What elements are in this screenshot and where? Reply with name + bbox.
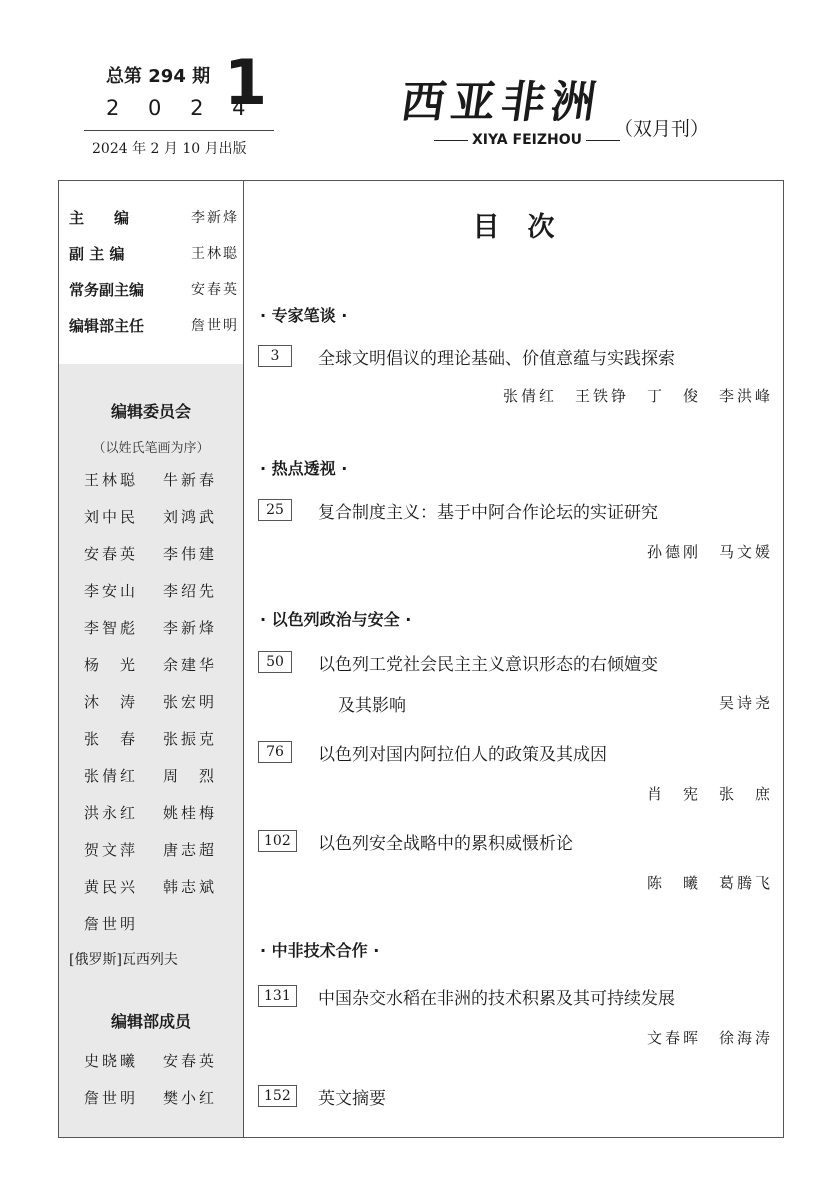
board-member: 刘鸿武 — [163, 508, 218, 526]
staff-name: 詹世明 — [191, 318, 239, 334]
logo-frequency-tag: （双月刊） — [614, 118, 710, 140]
article-title-continued: 及其影响 — [338, 696, 406, 716]
editor-member: 詹世明 — [84, 1089, 139, 1107]
logo-english-line — [430, 132, 624, 148]
editorial-board — [59, 364, 243, 1137]
board-member: 张宏明 — [163, 693, 218, 711]
board-member: 李伟建 — [163, 545, 218, 563]
board-member-row — [59, 506, 243, 536]
board-member-row — [59, 802, 243, 832]
toc-title: 目次 — [472, 212, 583, 243]
article-title: 复合制度主义：基于中阿合作论坛的实证研究 — [318, 503, 658, 523]
article-authors: 吴诗尧 — [718, 694, 773, 712]
board-member-row — [59, 617, 243, 647]
staff-role: 主 编 — [69, 209, 130, 227]
board-member-row — [59, 543, 243, 573]
page-number-box: 50 — [258, 651, 292, 673]
staff-role: 编辑部主任 — [69, 317, 145, 335]
board-member-row — [59, 691, 243, 721]
table-of-contents — [244, 181, 783, 1137]
board-member: 姚桂梅 — [163, 804, 218, 822]
article-title: 英文摘要 — [318, 1089, 386, 1109]
board-member-row — [59, 876, 243, 906]
article-title: 中国杂交水稻在非洲的技术积累及其可持续发展 — [318, 989, 675, 1009]
board-member-row — [59, 728, 243, 758]
board-member: 沐 涛 — [84, 693, 139, 711]
board-member: 李安山 — [84, 582, 139, 600]
staff-role: 常务副主编 — [69, 281, 145, 299]
header-divider — [84, 130, 274, 131]
page-number-box: 76 — [258, 741, 292, 763]
page-number-box: 131 — [258, 985, 297, 1007]
board-member: 周 烈 — [163, 767, 218, 785]
board-member-row — [59, 913, 243, 943]
page-number-box: 3 — [258, 345, 292, 367]
staff-name: 李新烽 — [191, 210, 239, 226]
staff-row — [69, 279, 239, 303]
board-member: 王林聪 — [84, 471, 139, 489]
board-member: 余建华 — [163, 656, 218, 674]
board-member: 张 春 — [84, 730, 139, 748]
board-member: 李新烽 — [163, 619, 218, 637]
article-title: 以色列对国内阿拉伯人的政策及其成因 — [318, 745, 607, 765]
editor-row — [59, 1050, 243, 1080]
board-member: 贺文萍 — [84, 841, 139, 859]
board-member-row — [59, 580, 243, 610]
board-member: 詹世明 — [84, 915, 139, 933]
board-member: 韩志斌 — [163, 878, 218, 896]
article-authors: 陈 曦 葛腾飞 — [646, 874, 773, 892]
page-number-box: 152 — [258, 1085, 297, 1107]
issue-volume-number: 1 — [224, 46, 268, 119]
board-member: 李绍先 — [163, 582, 218, 600]
article-authors: 肖 宪 张 庶 — [646, 785, 773, 803]
board-member: 李智彪 — [84, 619, 139, 637]
page-number-box: 25 — [258, 499, 292, 521]
board-member-row — [59, 654, 243, 684]
issue-year: 2 0 2 4 — [106, 96, 257, 120]
article-authors: 文春晖 徐海涛 — [646, 1029, 773, 1047]
editor-row — [59, 1087, 243, 1117]
editor-member: 史晓曦 — [84, 1052, 139, 1070]
board-foreign-member: [俄罗斯]瓦西列夫 — [69, 952, 178, 968]
staff-name: 安春英 — [191, 282, 239, 298]
board-member: 牛新春 — [163, 471, 218, 489]
board-member: 刘中民 — [84, 508, 139, 526]
board-title: 编辑委员会 — [110, 402, 191, 421]
editors-title: 编辑部成员 — [110, 1012, 191, 1031]
board-ordering-note: （以姓氏笔画为序） — [92, 441, 210, 456]
article-title: 以色列工党社会民主主义意识形态的右倾嬗变 — [318, 655, 658, 675]
board-member: 黄民兴 — [84, 878, 139, 896]
article-title: 以色列安全战略中的累积威慑析论 — [318, 834, 573, 854]
publication-date: 2024 年 2 月 10 月出版 — [92, 141, 247, 157]
logo-english-name: XIYA FEIZHOU — [472, 132, 582, 148]
staff-name: 王林聪 — [191, 246, 239, 262]
staff-row — [69, 243, 239, 267]
board-member: 洪永红 — [84, 804, 139, 822]
board-member: 唐志超 — [163, 841, 218, 859]
board-member-row — [59, 765, 243, 795]
editor-member: 樊小红 — [163, 1089, 218, 1107]
board-member-row — [59, 839, 243, 869]
board-member: 张振克 — [163, 730, 218, 748]
staff-row — [69, 207, 239, 231]
board-member: 安春英 — [84, 545, 139, 563]
board-member: 张倩红 — [84, 767, 139, 785]
logo-dash-left — [434, 140, 468, 141]
page-number-box: 102 — [258, 830, 297, 852]
board-member: 杨 光 — [84, 656, 139, 674]
board-member-row — [59, 469, 243, 499]
staff-role: 副 主 编 — [69, 245, 125, 263]
article-authors: 张倩红 王铁铮 丁 俊 李洪峰 — [502, 387, 773, 405]
editor-member: 安春英 — [163, 1052, 218, 1070]
toc-section-label: · 热点透视 · — [260, 459, 348, 478]
masthead-column — [59, 181, 244, 1137]
contents-frame — [58, 180, 784, 1138]
staff-row — [69, 315, 239, 339]
article-title: 全球文明倡议的理论基础、价值意蕴与实践探索 — [318, 349, 675, 369]
journal-logo — [397, 66, 732, 156]
article-authors: 孙德刚 马文媛 — [646, 543, 773, 561]
staff-list — [59, 181, 243, 364]
issue-number: 总第 294 期 — [106, 66, 211, 87]
toc-section-label: · 专家笔谈 · — [260, 306, 348, 325]
toc-section-label: · 以色列政治与安全 · — [260, 610, 412, 629]
logo-chinese-name: 西亚非洲 — [397, 77, 605, 128]
toc-section-label: · 中非技术合作 · — [260, 941, 380, 960]
